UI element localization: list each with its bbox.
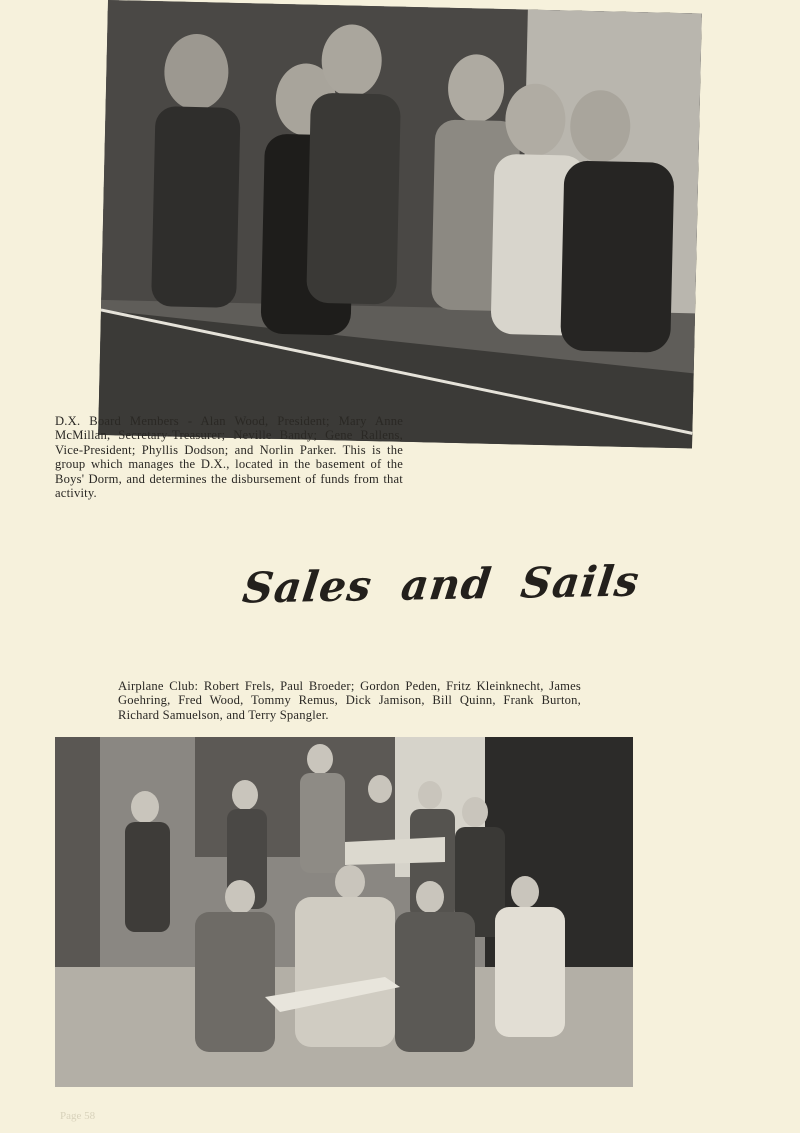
dx-board-photo	[98, 0, 702, 448]
airplane-club-caption: Airplane Club: Robert Frels, Paul Broeder; Gordon Peden, Fritz Kleinknecht, James Goehring, Fred Wood, Tommy Remus, Dick Jamison, Bill Quinn, Frank Burton, Richard Samuelson, and Terry Spangler.	[118, 679, 581, 722]
section-headline: Sales and Sails	[240, 556, 643, 613]
dx-board-caption: D.X. Board Members - Alan Wood, President; Mary Anne McMillan, Secretary-Treasurer; Neville Bandy; Gene Rallens, Vice-President; Phyllis Dodson; and Norlin Parker. This is the group which manages the D.X., located in the basement of the Boys' Dorm, and determines the disbursement of funds from that activity.	[55, 414, 403, 501]
photo-icon	[98, 0, 702, 448]
page-number: Page 58	[60, 1110, 96, 1122]
airplane-club-photo	[55, 737, 633, 1087]
photo-icon	[55, 737, 633, 1087]
